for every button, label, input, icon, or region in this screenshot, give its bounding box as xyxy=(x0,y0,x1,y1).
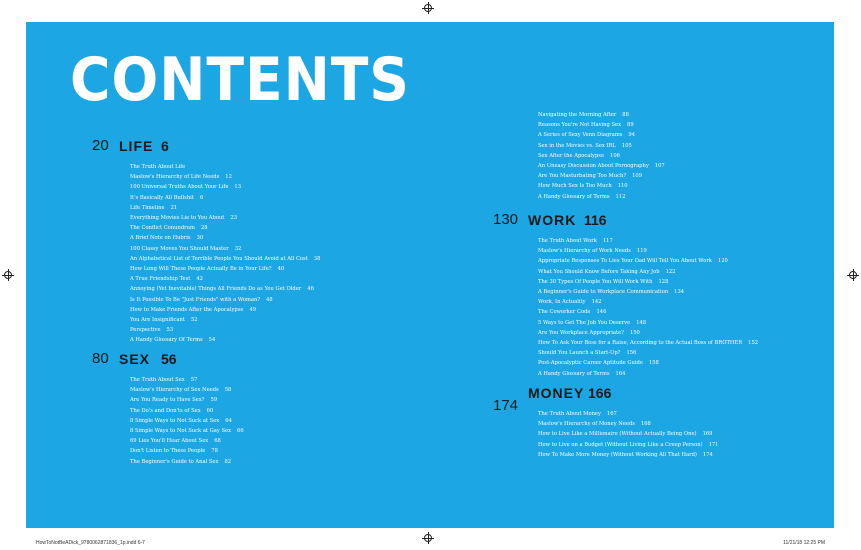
toc-entry-title: Sex in the Movies vs. Sex IRL xyxy=(538,142,616,149)
toc-entry-page: 57 xyxy=(190,377,198,383)
toc-entry xyxy=(538,348,758,358)
toc-entry-page: 119 xyxy=(636,248,647,255)
toc-entry xyxy=(130,203,320,213)
toc-entry xyxy=(538,130,665,140)
toc-entry xyxy=(538,120,665,130)
section-sex-continued xyxy=(538,110,665,202)
toc-entry-title: The 30 Types Of People You Will Work With xyxy=(538,278,653,285)
toc-entry-page: 64 xyxy=(225,417,232,424)
section-name: SEX xyxy=(119,351,151,367)
toc-entry-title: How Much Sex Is Too Much xyxy=(538,183,612,190)
toc-entry-title: The Truth About Money xyxy=(538,411,601,417)
toc-entry-title: The Do's and Don'ts of Sex xyxy=(130,407,201,414)
toc-entry-title: An Alphabetical List of Terrible People You Should Avoid at All Cost xyxy=(130,255,308,262)
toc-entry xyxy=(130,182,320,192)
toc-entry xyxy=(130,284,320,294)
section-number: 20 xyxy=(92,137,109,154)
toc-entry-page: 146 xyxy=(596,309,607,316)
toc-entry xyxy=(538,287,758,297)
toc-entry-page: 12 xyxy=(225,174,232,181)
section-name: MONEY xyxy=(528,385,585,401)
toc-entry-page: 171 xyxy=(708,441,719,448)
toc-entry-page: 169 xyxy=(702,431,713,438)
toc-entry-page: 120 xyxy=(717,258,728,265)
section-number: 130 xyxy=(493,211,519,228)
section-number: 80 xyxy=(92,350,109,367)
toc-entry-title: 5 Ways to Get The Job You Deserve xyxy=(538,319,631,326)
toc-entry-page: 156 xyxy=(626,350,637,357)
toc-entry-title: Sex After the Apocalypse xyxy=(538,152,605,159)
print-slug-left: HowToNotBeADick_9780062871836_1p.indd 6-7 xyxy=(36,540,145,546)
toc-entry-page: 78 xyxy=(211,448,218,455)
toc-entry xyxy=(130,193,320,203)
toc-entry xyxy=(538,307,758,317)
toc-entry-title: How To Make More Money (Without Working All That Hard) xyxy=(538,451,697,458)
toc-entry-page: 68 xyxy=(214,438,221,445)
toc-entry-title: 8 Simple Ways to Not Suck at Gay Sex xyxy=(130,428,232,435)
toc-entry-title: The Truth About Work xyxy=(538,238,597,244)
toc-entry xyxy=(130,274,320,284)
section-page: 166 xyxy=(588,385,612,401)
toc-entry xyxy=(538,236,758,246)
toc-entry-title: The Truth About Life xyxy=(130,164,186,170)
toc-entry-title: Are You Workplace Appropriate? xyxy=(538,329,624,336)
toc-entry-title: Should You Launch a Start-Up? xyxy=(538,350,621,357)
toc-entry-page: 122 xyxy=(665,268,676,275)
toc-entry xyxy=(538,328,758,338)
section-page: 6 xyxy=(161,138,169,154)
toc-entry-title: How to Make Friends After the Apocalypse xyxy=(130,306,244,313)
toc-entry-title: Maslow's Hierarchy of Work Needs xyxy=(538,248,631,255)
toc-entry-page: 60 xyxy=(206,407,214,414)
toc-entry-title: Appropriate Responses To Lies Your Dad Will Tell You About Work xyxy=(538,258,712,265)
toc-entry-page: 46 xyxy=(307,286,314,293)
toc-entry xyxy=(130,395,244,405)
toc-entry-title: A Beginner's Guide to Workplace Communication xyxy=(538,289,669,296)
toc-entry-title: Don't Listen to These People xyxy=(130,448,206,455)
toc-entry-page: 6 xyxy=(199,194,204,201)
toc-entry-page: 106 xyxy=(610,152,620,159)
toc-entry xyxy=(538,192,665,202)
toc-entry xyxy=(538,318,758,328)
toc-entry xyxy=(130,385,244,395)
toc-entry xyxy=(538,358,758,368)
toc-entry xyxy=(130,406,244,416)
toc-entry xyxy=(130,426,244,436)
toc-entry xyxy=(130,305,320,315)
toc-entry-title: The Truth About Sex xyxy=(130,377,185,383)
toc-entry-page: 66 xyxy=(237,428,244,435)
section-work xyxy=(493,212,758,379)
toc-entry-page: 107 xyxy=(654,163,665,170)
toc-entry-title: Are You Ready to Have Sex? xyxy=(130,397,205,404)
toc-entry-page: 28 xyxy=(200,225,208,232)
toc-entry-page: 30 xyxy=(196,235,204,242)
toc-entry-page: 48 xyxy=(266,296,273,303)
toc-entry-title: The Coworker Code xyxy=(538,309,591,316)
toc-entry-page: 13 xyxy=(234,184,242,191)
section-sex xyxy=(92,351,244,467)
registration-mark-icon xyxy=(849,271,857,279)
toc-entry xyxy=(130,416,244,426)
entry-list xyxy=(538,236,758,379)
toc-entry xyxy=(130,162,320,172)
entry-list xyxy=(538,110,665,202)
toc-entry-page: 148 xyxy=(636,319,647,326)
toc-entry-title: The Conflict Conundrum xyxy=(130,225,195,232)
toc-entry-page: 42 xyxy=(196,276,203,283)
toc-entry-title: A Handy Glossary of Terms xyxy=(538,193,610,200)
toc-entry-title: Everything Movies Lie to You About xyxy=(130,215,225,222)
toc-entry-page: 40 xyxy=(277,266,285,273)
toc-entry xyxy=(538,171,665,181)
toc-entry xyxy=(538,256,758,266)
toc-entry-title: A Handy Glossary of Terms xyxy=(538,370,610,377)
toc-entry-page: 168 xyxy=(640,421,651,428)
section-number: 174 xyxy=(493,397,519,414)
entry-list xyxy=(130,162,320,346)
toc-entry xyxy=(130,172,320,182)
toc-entry-page: 54 xyxy=(208,337,216,344)
toc-entry xyxy=(538,110,665,120)
section-page: 56 xyxy=(161,351,177,367)
registration-mark-icon xyxy=(4,271,12,279)
toc-entry-page: 150 xyxy=(629,329,640,336)
toc-entry-page: 142 xyxy=(591,299,602,306)
toc-entry-title: A Series of Sexy Venn Diagrams xyxy=(538,132,623,139)
toc-entry-page: 112 xyxy=(615,193,626,200)
section-name: LIFE xyxy=(119,138,154,154)
toc-entry-title: An Uneasy Discussion About Pornography xyxy=(538,163,649,170)
toc-entry-title: How Long Will These People Actually Be in Your Life? xyxy=(130,266,272,273)
toc-entry-title: Perspective xyxy=(130,327,161,334)
registration-mark-icon xyxy=(424,534,432,542)
toc-entry xyxy=(538,267,758,277)
toc-entry xyxy=(538,161,665,171)
toc-entry xyxy=(130,264,320,274)
toc-entry xyxy=(538,141,665,151)
section-page: 116 xyxy=(584,212,607,228)
toc-entry xyxy=(538,277,758,287)
section-money xyxy=(493,385,718,460)
toc-entry-page: 89 xyxy=(627,122,634,129)
toc-entry xyxy=(130,244,320,254)
toc-entry-page: 38 xyxy=(313,255,321,262)
toc-entry-title: Annoying (Yet Inevitable) Things All Friends Do as You Get Older xyxy=(130,286,302,293)
toc-entry xyxy=(130,325,320,335)
toc-entry-title: How to Live on a Budget (Without Living Like a Creep Person) xyxy=(538,441,703,448)
toc-entry-page: 134 xyxy=(674,289,685,296)
toc-entry-page: 59 xyxy=(210,397,218,404)
toc-entry-page: 110 xyxy=(617,183,628,190)
toc-entry xyxy=(130,254,320,264)
toc-entry-title: Work, In Actuality xyxy=(538,299,586,306)
toc-entry-title: Maslow's Hierarchy of Sex Needs xyxy=(130,387,219,394)
toc-entry-title: What You Should Know Before Taking Any Job xyxy=(538,268,660,275)
toc-entry-title: You Are Insignificant xyxy=(130,317,185,324)
toc-entry-title: The Beginner's Guide to Anal Sex xyxy=(130,458,219,465)
registration-mark-icon xyxy=(424,4,432,12)
toc-entry-title: How To Ask Your Boss for a Raise, According to the Actual Boss of BROTHER xyxy=(538,340,743,347)
toc-entry-title: 100 Classy Moves You Should Master xyxy=(130,245,229,252)
toc-entry xyxy=(130,436,244,446)
page-title: CONTENTS xyxy=(70,45,410,115)
toc-entry-title: Is It Possible To Be "Just Friends" with a Woman? xyxy=(130,296,261,303)
toc-entry xyxy=(130,315,320,325)
toc-entry-page: 117 xyxy=(602,238,613,244)
toc-entry xyxy=(538,369,758,379)
toc-entry-title: It's Basically All Bullshit xyxy=(130,194,194,201)
toc-entry-title: Life Timeline xyxy=(130,204,165,211)
contents-spread xyxy=(26,22,834,528)
entry-list xyxy=(538,409,718,460)
toc-entry-page: 167 xyxy=(606,411,617,417)
toc-entry xyxy=(538,297,758,307)
toc-entry-page: 105 xyxy=(621,142,632,149)
toc-entry xyxy=(538,151,665,161)
toc-entry-page: 21 xyxy=(170,204,178,211)
toc-entry xyxy=(130,375,244,385)
toc-entry-title: A Brief Note on Hubris xyxy=(130,235,191,242)
toc-entry-title: 8 Simple Ways to Not Suck at Sex xyxy=(130,417,220,424)
toc-entry xyxy=(538,409,718,419)
toc-entry-title: Maslow's Hierarchy of Life Needs xyxy=(130,174,220,181)
toc-entry-page: 164 xyxy=(615,370,626,377)
toc-entry-page: 152 xyxy=(748,340,759,347)
toc-entry xyxy=(538,450,718,460)
toc-entry-title: Reasons You're Not Having Sex xyxy=(538,122,622,129)
toc-entry-page: 88 xyxy=(622,112,629,118)
print-slug-right: 11/21/18 12:25 PM xyxy=(783,540,825,546)
toc-entry xyxy=(538,419,718,429)
entry-list xyxy=(130,375,244,467)
toc-entry-page: 49 xyxy=(249,306,257,313)
toc-entry-page: 53 xyxy=(166,327,174,334)
toc-entry-page: 32 xyxy=(234,245,242,252)
toc-entry-title: 100 Universal Truths About Your Life xyxy=(130,184,229,191)
toc-entry xyxy=(130,335,320,345)
toc-entry xyxy=(130,233,320,243)
toc-entry-page: 58 xyxy=(224,387,232,394)
toc-entry-title: A Handy Glossary Of Terms xyxy=(130,337,203,344)
toc-entry xyxy=(130,213,320,223)
toc-entry-page: 94 xyxy=(628,132,636,139)
toc-entry-title: A True Friendship Test xyxy=(130,276,191,283)
toc-entry xyxy=(130,457,244,467)
toc-entry-page: 52 xyxy=(190,317,198,324)
toc-entry xyxy=(130,223,320,233)
toc-entry-title: How to Live Like a Millionaire (Without Actually Being One) xyxy=(538,431,697,438)
toc-entry-title: Are You Masturbating Too Much? xyxy=(538,173,627,180)
toc-entry-page: 82 xyxy=(224,458,232,465)
toc-entry xyxy=(538,440,718,450)
toc-entry xyxy=(538,429,718,439)
toc-entry-page: 174 xyxy=(702,451,713,458)
toc-entry-title: Navigating the Morning After xyxy=(538,112,617,118)
toc-entry-title: Maslow's Hierarchy of Money Needs xyxy=(538,421,635,428)
toc-entry xyxy=(538,338,758,348)
toc-entry-title: Post-Apocalyptic Career Aptitude Guide xyxy=(538,360,643,367)
section-name: WORK xyxy=(528,212,577,228)
toc-entry-page: 23 xyxy=(230,215,237,222)
toc-entry xyxy=(538,181,665,191)
toc-entry xyxy=(538,246,758,256)
toc-entry xyxy=(130,295,320,305)
toc-entry xyxy=(130,446,244,456)
toc-entry-page: 128 xyxy=(658,278,669,285)
toc-entry-page: 158 xyxy=(648,360,659,367)
section-life xyxy=(92,138,320,346)
toc-entry-page: 109 xyxy=(632,173,643,180)
toc-entry-title: 69 Lies You'll Hear About Sex xyxy=(130,438,209,445)
